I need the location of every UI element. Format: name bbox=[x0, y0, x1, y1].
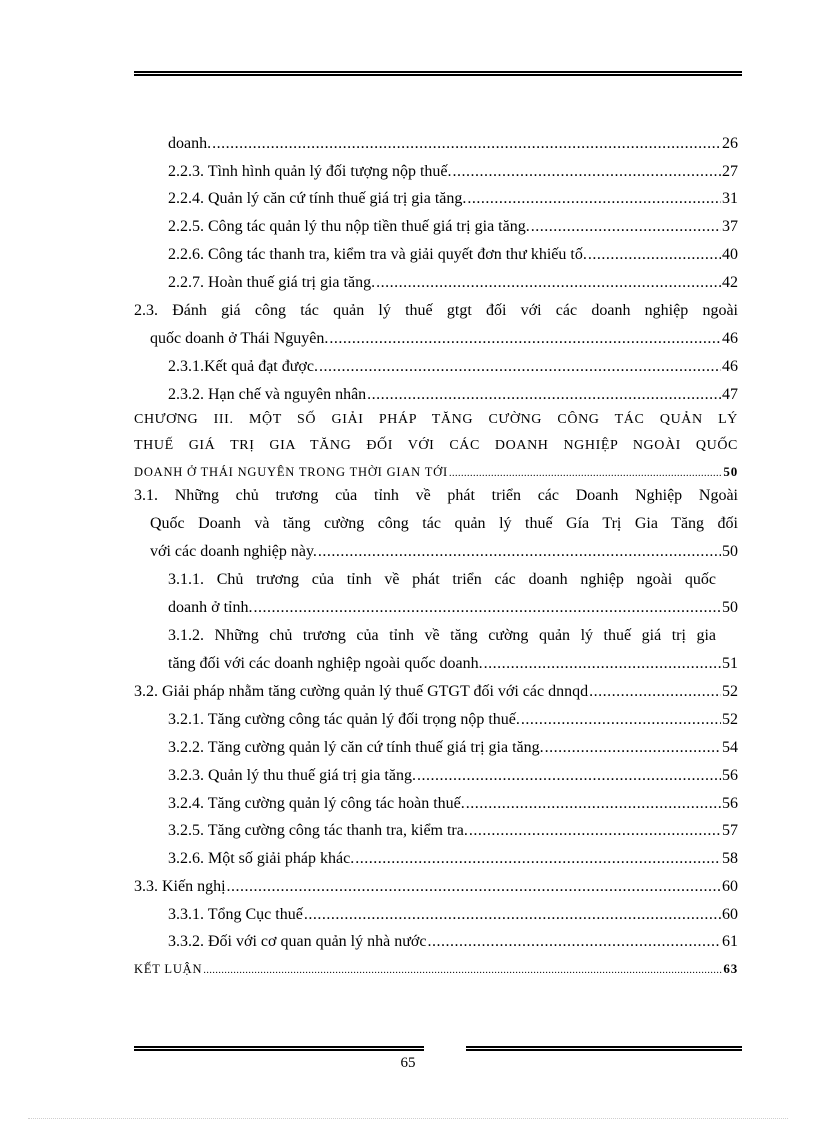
toc-entry-heading-line: 3.1. Những chủ trương của tỉnh về phát triển các Doanh Nghiệp Ngoài bbox=[134, 487, 738, 504]
toc-entry[interactable] bbox=[150, 542, 738, 562]
toc-entry-page: 27 bbox=[722, 163, 738, 180]
toc-entry-label: 3.2. Giải pháp nhằm tăng cường quản lý thuế GTGT đối với các dnnqd bbox=[134, 683, 589, 700]
chapter-heading-line: THUẾ GIÁ TRỊ GIA TĂNG ĐỐI VỚI CÁC DOANH NGHIỆP NGOÀI QUỐC bbox=[134, 438, 738, 453]
page-edge-divider bbox=[28, 1118, 788, 1119]
toc-entry[interactable] bbox=[168, 932, 738, 952]
toc-entry-label: 3.2.1. Tăng cường công tác quản lý đối trọng nộp thuế. bbox=[168, 711, 520, 728]
toc-entry-page: 52 bbox=[722, 711, 738, 728]
toc-entry-page: 56 bbox=[722, 795, 738, 812]
toc-entry-heading-line: 3.1.1. Chủ trương của tỉnh về phát triển các doanh nghiệp ngoài quốc bbox=[168, 571, 716, 588]
toc-entry-label: 3.2.4. Tăng cường quản lý công tác hoàn thuế. bbox=[168, 795, 465, 812]
toc-entry-label: 2.2.3. Tình hình quản lý đối tượng nộp thuế. bbox=[168, 163, 452, 180]
toc-entry-heading-line: 2.3. Đánh giá công tác quản lý thuế gtgt đối với các doanh nghiệp ngoài bbox=[134, 302, 738, 319]
toc-entry[interactable] bbox=[150, 329, 738, 349]
toc-entry[interactable] bbox=[168, 134, 738, 154]
toc-entry-page: 60 bbox=[722, 906, 738, 923]
toc-entry-label: 2.3.1.Kết quả đạt được. bbox=[168, 358, 318, 375]
toc-entry[interactable] bbox=[168, 849, 738, 869]
toc-entry-page: 50 bbox=[722, 543, 738, 560]
toc-entry-conclusion[interactable] bbox=[134, 959, 738, 981]
toc-entry-label: 3.2.2. Tăng cường quản lý căn cứ tính thuế giá trị gia tăng. bbox=[168, 739, 544, 756]
toc-entry-label: 2.2.6. Công tác thanh tra, kiểm tra và giải quyết đơn thư khiếu tố. bbox=[168, 246, 587, 263]
toc-entry-page: 26 bbox=[722, 135, 738, 152]
toc-entry[interactable] bbox=[168, 738, 738, 758]
toc-entry-label: 2.3.2. Hạn chế và nguyên nhân bbox=[168, 386, 367, 403]
toc-entry-page: 46 bbox=[722, 330, 738, 347]
toc-entry-label: doanh. bbox=[168, 135, 212, 152]
toc-entry[interactable] bbox=[168, 357, 738, 377]
toc-entry[interactable] bbox=[134, 682, 738, 702]
toc-entry-page: 31 bbox=[722, 190, 738, 207]
toc-entry[interactable] bbox=[134, 877, 738, 897]
toc-entry-page: 54 bbox=[722, 739, 738, 756]
chapter-heading-line: CHƯƠNG III. MỘT SỐ GIẢI PHÁP TĂNG CƯỜNG CÔNG TÁC QUẢN LÝ bbox=[134, 412, 738, 427]
toc-entry-page: 58 bbox=[722, 850, 738, 867]
toc-entry[interactable] bbox=[168, 766, 738, 786]
toc-entry-page: 47 bbox=[722, 386, 738, 403]
toc-entry[interactable] bbox=[168, 217, 738, 237]
toc-entry-page: 50 bbox=[723, 464, 738, 479]
toc-entry-label: 2.2.4. Quản lý căn cứ tính thuế giá trị gia tăng. bbox=[168, 190, 467, 207]
toc-entry-label: DOANH Ở THÁI NGUYÊN TRONG THỜI GIAN TỚI bbox=[134, 465, 448, 479]
toc-entry-label: 3.3.1. Tổng Cục thuế bbox=[168, 906, 303, 923]
toc-entry-label: tăng đối với các doanh nghiệp ngoài quốc doanh. bbox=[168, 655, 483, 672]
toc-entry-label: 3.3.2. Đối với cơ quan quản lý nhà nước bbox=[168, 933, 427, 950]
toc-entry[interactable] bbox=[168, 385, 738, 405]
header-rule bbox=[134, 71, 742, 76]
toc-entry-page: 63 bbox=[723, 961, 738, 976]
toc-entry-label: 2.2.5. Công tác quản lý thu nộp tiền thuế giá trị gia tăng. bbox=[168, 218, 530, 235]
toc-entry[interactable] bbox=[168, 794, 738, 814]
toc-entry-page: 40 bbox=[722, 246, 738, 263]
toc-entry[interactable] bbox=[168, 189, 738, 209]
toc-entry-page: 60 bbox=[722, 878, 738, 895]
toc-entry-label: KẾT LUẬN bbox=[134, 962, 203, 976]
toc-entry-page: 46 bbox=[722, 358, 738, 375]
footer-rule-right bbox=[466, 1046, 742, 1052]
toc-entry-page: 57 bbox=[722, 822, 738, 839]
toc-entry-label: quốc doanh ở Thái Nguyên. bbox=[150, 330, 329, 347]
toc-entry[interactable] bbox=[168, 598, 738, 618]
toc-entry-page: 51 bbox=[722, 655, 738, 672]
toc-entry-heading-line: 3.1.2. Những chủ trương của tỉnh về tăng cường quản lý thuế giá trị gia bbox=[168, 627, 716, 644]
toc-entry-label: với các doanh nghiệp này. bbox=[150, 543, 317, 560]
toc-entry-label: 2.2.7. Hoàn thuế giá trị gia tăng. bbox=[168, 274, 376, 291]
toc-entry-page: 42 bbox=[722, 274, 738, 291]
toc-entry-page: 37 bbox=[722, 218, 738, 235]
toc-entry-page: 50 bbox=[722, 599, 738, 616]
toc-entry[interactable] bbox=[168, 273, 738, 293]
toc-entry[interactable] bbox=[168, 821, 738, 841]
toc-entry-chapter[interactable] bbox=[134, 462, 738, 484]
page-number: 65 bbox=[400, 1055, 416, 1071]
toc-entry-label: doanh ở tỉnh. bbox=[168, 599, 253, 616]
toc-entry-page: 52 bbox=[722, 683, 738, 700]
toc-entry[interactable] bbox=[168, 162, 738, 182]
toc-entry[interactable] bbox=[168, 710, 738, 730]
toc-entry-heading-line: Quốc Doanh và tăng cường công tác quản lý thuế Gía Trị Gia Tăng đối bbox=[150, 515, 738, 532]
toc-entry[interactable] bbox=[168, 245, 738, 265]
footer-rule-left bbox=[134, 1046, 424, 1052]
toc-entry-label: 3.2.6. Một số giải pháp khác. bbox=[168, 850, 355, 867]
toc-entry[interactable] bbox=[168, 905, 738, 925]
toc-entry[interactable] bbox=[168, 654, 738, 674]
toc-entry-label: 3.2.3. Quản lý thu thuế giá trị gia tăng. bbox=[168, 767, 416, 784]
toc-entry-label: 3.2.5. Tăng cường công tác thanh tra, kiểm tra. bbox=[168, 822, 468, 839]
toc-entry-page: 61 bbox=[722, 933, 738, 950]
toc-entry-page: 56 bbox=[722, 767, 738, 784]
toc-entry-label: 3.3. Kiến nghị bbox=[134, 878, 226, 895]
